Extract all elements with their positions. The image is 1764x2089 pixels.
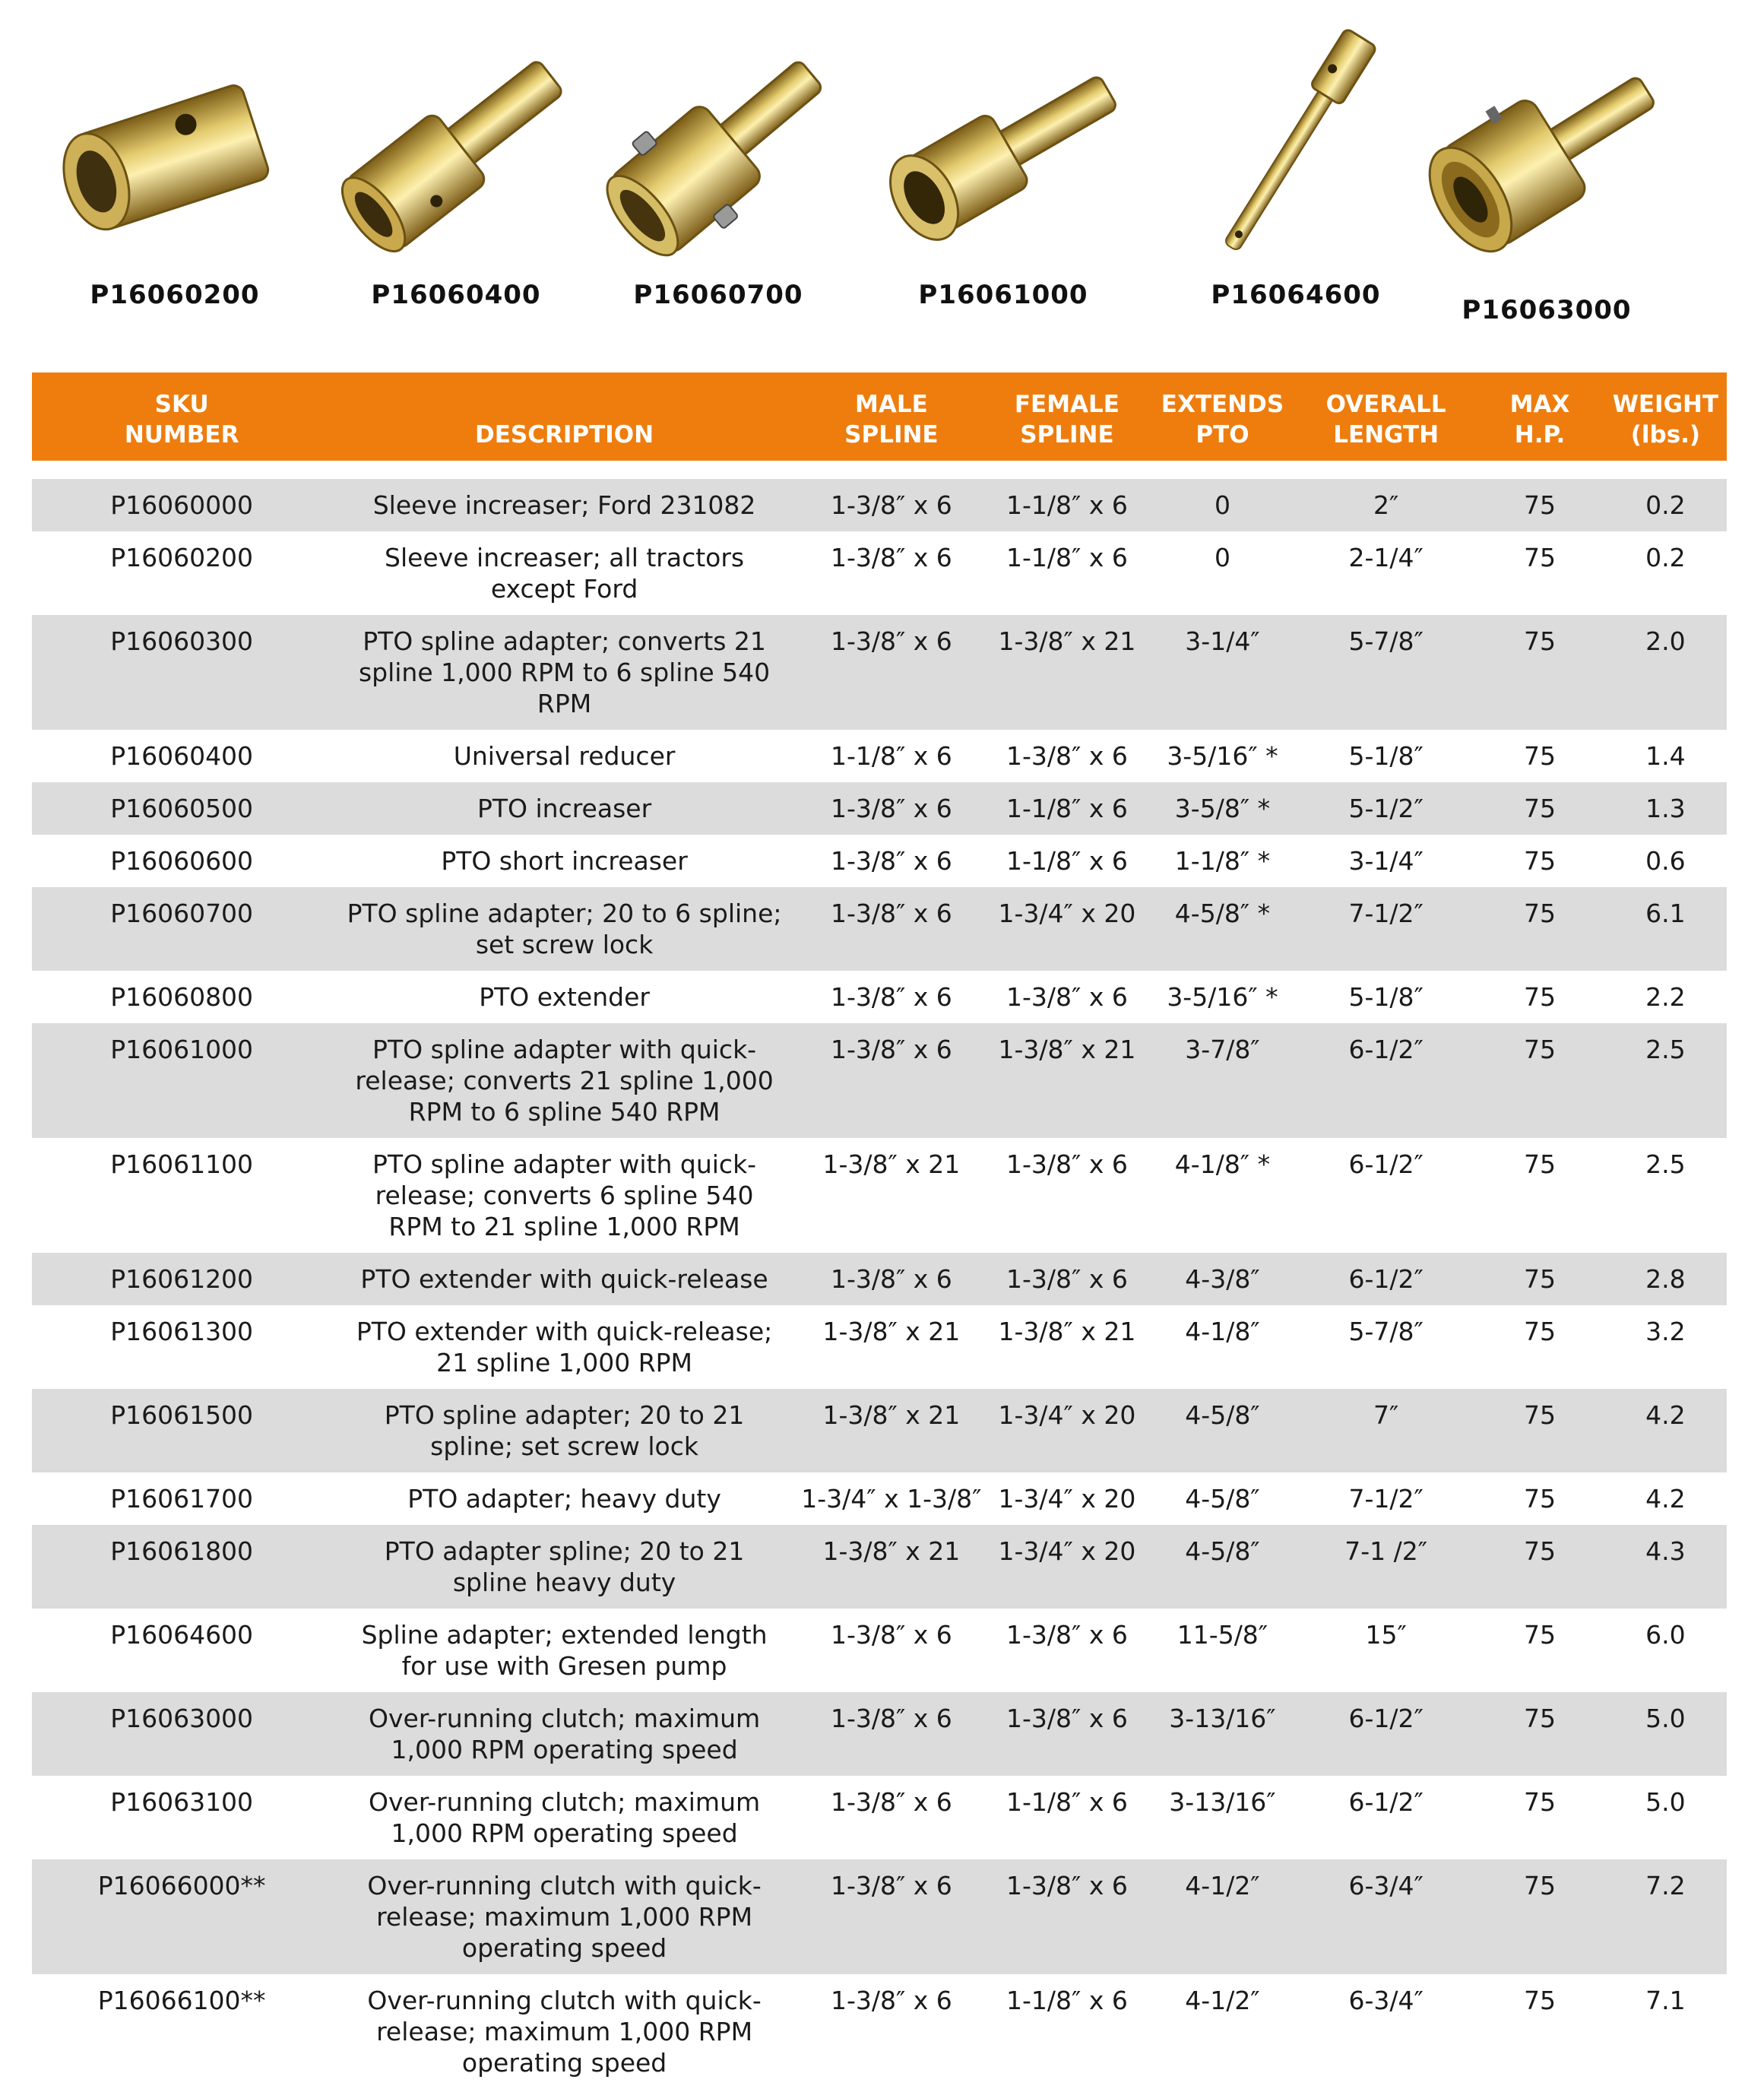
cell-max-hp: 75	[1475, 1692, 1604, 1776]
header-extends-pto: EXTENDS PTO	[1148, 372, 1297, 461]
cell-max-hp: 75	[1524, 1484, 1557, 1514]
cell-extends-pto: 4-1/2″	[1148, 1859, 1297, 1974]
cell-male-spline: 1-3/8″ x 21	[822, 1317, 961, 1346]
table-row	[32, 1023, 1727, 1138]
cell-description: PTO spline adapter with quick-release; converts 6 spline 540 RPM to 21 spline 1,000 RPM	[372, 1149, 757, 1241]
cell-overall-length: 5-1/8″	[1348, 741, 1424, 771]
cell-female-spline: 1-3/8″ x 21	[998, 1317, 1136, 1346]
cell-weight: 0.6	[1645, 846, 1686, 876]
extended-spline-adapter-image	[1159, 15, 1433, 274]
cell-description: Sleeve increaser; all tractors except Ford	[385, 543, 745, 604]
cell-female-spline: 1-3/8″ x 6	[1006, 1620, 1128, 1650]
cell-extends-pto: 3-1/4″	[1148, 615, 1297, 730]
cell-male-spline: 1-3/8″ x 6	[797, 1253, 986, 1305]
cell-sku: P16061700	[110, 1484, 254, 1514]
cell-weight: 4.3	[1604, 1525, 1727, 1609]
cell-male-spline: 1-3/8″ x 21	[822, 1149, 961, 1179]
cell-female-spline: 1-3/8″ x 6	[986, 1253, 1148, 1305]
table-row	[32, 1472, 1727, 1525]
cell-extends-pto: 11-5/8″	[1177, 1620, 1268, 1650]
cell-extends-pto: 4-1/8″	[1185, 1317, 1260, 1346]
cell-male-spline: 1-3/8″ x 6	[797, 1859, 986, 1974]
cell-female-spline: 1-1/8″ x 6	[1006, 543, 1128, 572]
cell-sku: P16066000**	[32, 1859, 331, 1974]
table-header	[32, 372, 1727, 461]
cell-weight: 1.4	[1645, 741, 1686, 771]
product-sku-label: P16061000	[918, 280, 1088, 310]
cell-sku: P16060400	[110, 741, 254, 771]
cell-sku: P16063000	[32, 1692, 331, 1776]
cell-description: Universal reducer	[453, 741, 676, 771]
header-sku: SKU NUMBER	[32, 372, 331, 461]
cell-overall-length: 7″	[1297, 1389, 1475, 1472]
cell-description: PTO increaser	[331, 782, 797, 835]
cell-max-hp: 75	[1475, 479, 1604, 531]
cell-max-hp: 75	[1524, 543, 1557, 572]
product-card	[1410, 0, 1683, 357]
cell-male-spline: 1-3/8″ x 6	[830, 1620, 952, 1650]
cell-description: PTO spline adapter with quick-release; converts 21 spline 1,000 RPM to 6 spline 540 RPM	[331, 1023, 797, 1138]
cell-description: Over-running clutch; maximum 1,000 RPM operating speed	[369, 1787, 761, 1848]
cell-female-spline: 1-1/8″ x 6	[1006, 846, 1128, 876]
product-card	[866, 0, 1140, 357]
cell-sku: P16066100**	[97, 1986, 266, 2015]
cell-max-hp: 75	[1524, 1620, 1557, 1650]
table-row	[32, 971, 1727, 1023]
cell-extends-pto: 0	[1148, 479, 1297, 531]
cell-male-spline: 1-3/8″ x 6	[797, 479, 986, 531]
cell-max-hp: 75	[1524, 1787, 1557, 1817]
cell-weight: 7.2	[1604, 1859, 1727, 1974]
cell-female-spline: 1-3/8″ x 6	[986, 1859, 1148, 1974]
table-row	[32, 1692, 1727, 1776]
cell-description: PTO extender with quick-release; 21 spline 1,000 RPM	[356, 1317, 773, 1377]
cell-male-spline: 1-1/8″ x 6	[830, 741, 952, 771]
product-sku-label: P16060400	[371, 280, 541, 310]
table-row	[32, 887, 1727, 971]
table-row	[32, 479, 1727, 531]
table-row	[32, 1974, 1727, 2089]
table-row	[32, 835, 1727, 887]
cell-description: PTO extender with quick-release	[331, 1253, 797, 1305]
cell-male-spline: 1-3/8″ x 6	[797, 887, 986, 971]
cell-description: PTO extender	[479, 982, 650, 1012]
cell-sku: P16064600	[110, 1620, 254, 1650]
cell-weight: 2.5	[1645, 1149, 1686, 1179]
cell-max-hp: 75	[1524, 1149, 1557, 1179]
cell-extends-pto: 3-5/16″ *	[1167, 982, 1278, 1012]
product-card	[319, 0, 593, 357]
cell-male-spline: 1-3/8″ x 6	[830, 1787, 952, 1817]
cell-weight: 3.2	[1645, 1317, 1686, 1346]
cell-male-spline: 1-3/8″ x 6	[830, 846, 952, 876]
header-weight: WEIGHT (lbs.)	[1604, 372, 1727, 461]
cell-max-hp: 75	[1475, 1859, 1604, 1974]
cell-extends-pto: 0	[1214, 543, 1230, 572]
product-sku-label: P16060700	[633, 280, 803, 310]
cell-sku: P16063100	[110, 1787, 254, 1817]
cell-female-spline: 1-3/8″ x 21	[986, 615, 1148, 730]
cell-male-spline: 1-3/8″ x 6	[797, 1023, 986, 1138]
cell-max-hp: 75	[1524, 1986, 1557, 2015]
cell-extends-pto: 4-3/8″	[1148, 1253, 1297, 1305]
cell-max-hp: 75	[1524, 846, 1557, 876]
header-description: DESCRIPTION	[331, 372, 797, 461]
cell-male-spline: 1-3/8″ x 6	[797, 615, 986, 730]
cell-female-spline: 1-3/8″ x 21	[986, 1023, 1148, 1138]
cell-overall-length: 5-7/8″	[1348, 1317, 1424, 1346]
table-row	[32, 1609, 1727, 1692]
cell-sku: P16060800	[110, 982, 254, 1012]
cell-max-hp: 75	[1475, 1023, 1604, 1138]
cell-male-spline: 1-3/8″ x 6	[830, 1986, 952, 2015]
cell-female-spline: 1-3/4″ x 20	[986, 1389, 1148, 1472]
cell-description: PTO spline adapter; 20 to 21 spline; set screw lock	[331, 1389, 797, 1472]
cell-sku: P16060500	[32, 782, 331, 835]
cell-overall-length: 5-7/8″	[1297, 615, 1475, 730]
cell-weight: 5.0	[1604, 1692, 1727, 1776]
cell-description: Over-running clutch with quick-release; maximum 1,000 RPM operating speed	[367, 1986, 762, 2078]
cell-female-spline: 1-3/8″ x 6	[1006, 1149, 1128, 1179]
cell-max-hp: 75	[1475, 887, 1604, 971]
cell-overall-length: 15″	[1365, 1620, 1407, 1650]
cell-overall-length: 6-1/2″	[1348, 1149, 1424, 1179]
universal-reducer-image	[319, 15, 593, 274]
cell-overall-length: 6-1/2″	[1348, 1787, 1424, 1817]
cell-extends-pto: 3-13/16″	[1148, 1692, 1297, 1776]
cell-max-hp: 75	[1475, 1253, 1604, 1305]
cell-male-spline: 1-3/8″ x 6	[797, 1692, 986, 1776]
cell-weight: 0.2	[1645, 543, 1686, 572]
cell-female-spline: 1-1/8″ x 6	[1006, 1787, 1128, 1817]
cell-weight: 0.2	[1604, 479, 1727, 531]
cell-extends-pto: 4-5/8″	[1148, 1525, 1297, 1609]
cell-extends-pto: 4-1/8″ *	[1174, 1149, 1271, 1179]
quick-release-adapter-image	[866, 15, 1140, 274]
cell-female-spline: 1-3/4″ x 20	[986, 887, 1148, 971]
product-sku-label: P16060200	[90, 280, 260, 310]
cell-female-spline: 1-3/8″ x 6	[1006, 982, 1128, 1012]
spline-adapter-set-screw-image	[581, 15, 855, 274]
cell-female-spline: 1-3/4″ x 20	[986, 1525, 1148, 1609]
cell-extends-pto: 3-5/8″ *	[1148, 782, 1297, 835]
cell-overall-length: 6-1/2″	[1297, 1692, 1475, 1776]
cell-max-hp: 75	[1475, 1525, 1604, 1609]
cell-sku: P16061200	[32, 1253, 331, 1305]
cell-female-spline: 1-3/8″ x 6	[1006, 741, 1128, 771]
cell-overall-length: 6-1/2″	[1297, 1023, 1475, 1138]
cell-overall-length: 6-1/2″	[1297, 1253, 1475, 1305]
cell-overall-length: 6-3/4″	[1348, 1986, 1424, 2015]
cell-description: PTO adapter; heavy duty	[407, 1484, 721, 1514]
cell-extends-pto: 4-5/8″ *	[1148, 887, 1297, 971]
cell-overall-length: 7-1/2″	[1348, 1484, 1424, 1514]
table-row	[32, 1305, 1727, 1389]
header-max-hp: MAX H.P.	[1475, 372, 1604, 461]
cell-description: Over-running clutch with quick-release; maximum 1,000 RPM operating speed	[331, 1859, 797, 1974]
cell-sku: P16061800	[32, 1525, 331, 1609]
cell-sku: P16060700	[32, 887, 331, 971]
cell-weight: 2.8	[1604, 1253, 1727, 1305]
table-row	[32, 531, 1727, 615]
product-sku-label: P16064600	[1211, 280, 1381, 310]
cell-female-spline: 1-1/8″ x 6	[1006, 1986, 1128, 2015]
product-card	[1159, 0, 1433, 357]
cell-weight: 2.5	[1604, 1023, 1727, 1138]
sleeve-increaser-image	[38, 15, 312, 274]
cell-sku: P16060200	[110, 543, 254, 572]
table-row	[32, 1776, 1727, 1859]
cell-max-hp: 75	[1524, 982, 1557, 1012]
product-card	[581, 0, 855, 357]
cell-description: Over-running clutch; maximum 1,000 RPM operating speed	[331, 1692, 797, 1776]
cell-max-hp: 75	[1475, 615, 1604, 730]
cell-weight: 6.0	[1645, 1620, 1686, 1650]
cell-sku: P16061500	[32, 1389, 331, 1472]
cell-overall-length: 7-1/2″	[1297, 887, 1475, 971]
cell-male-spline: 1-3/8″ x 6	[830, 543, 952, 572]
cell-description: PTO spline adapter; 20 to 6 spline; set screw lock	[331, 887, 797, 971]
cell-description: Spline adapter; extended length for use with Gresen pump	[361, 1620, 768, 1681]
header-overall-length: OVERALL LENGTH	[1297, 372, 1475, 461]
cell-sku: P16061100	[110, 1149, 254, 1179]
table-row	[32, 615, 1727, 730]
cell-female-spline: 1-1/8″ x 6	[986, 782, 1148, 835]
cell-extends-pto: 3-7/8″	[1148, 1023, 1297, 1138]
table-row	[32, 782, 1727, 835]
product-sku-label: P16063000	[1462, 295, 1632, 325]
cell-weight: 4.2	[1645, 1484, 1686, 1514]
over-running-clutch-image	[1410, 15, 1683, 274]
cell-extends-pto: 4-5/8″	[1148, 1389, 1297, 1472]
cell-female-spline: 1-3/8″ x 6	[986, 1692, 1148, 1776]
cell-description: PTO short increaser	[441, 846, 688, 876]
cell-overall-length: 3-1/4″	[1348, 846, 1424, 876]
cell-weight: 5.0	[1645, 1787, 1686, 1817]
cell-max-hp: 75	[1524, 741, 1557, 771]
cell-female-spline: 1-1/8″ x 6	[986, 479, 1148, 531]
table-row	[32, 1253, 1727, 1305]
cell-sku: P16060300	[32, 615, 331, 730]
cell-overall-length: 7-1 /2″	[1297, 1525, 1475, 1609]
cell-sku: P16060600	[110, 846, 254, 876]
product-card	[38, 0, 312, 357]
table-row	[32, 1859, 1727, 1974]
cell-overall-length: 2-1/4″	[1348, 543, 1424, 572]
cell-extends-pto: 4-1/2″	[1185, 1986, 1260, 2015]
header-male-spline: MALE SPLINE	[797, 372, 986, 461]
cell-male-spline: 1-3/4″ x 1-3/8″	[801, 1484, 982, 1514]
spec-table	[32, 372, 1727, 2089]
cell-weight: 2.0	[1604, 615, 1727, 730]
cell-extends-pto: 3-5/16″ *	[1167, 741, 1278, 771]
cell-male-spline: 1-3/8″ x 6	[797, 782, 986, 835]
cell-overall-length: 6-3/4″	[1297, 1859, 1475, 1974]
cell-description: PTO spline adapter; converts 21 spline 1,000 RPM to 6 spline 540 RPM	[331, 615, 797, 730]
cell-overall-length: 5-1/8″	[1348, 982, 1424, 1012]
cell-overall-length: 2″	[1297, 479, 1475, 531]
table-row	[32, 1138, 1727, 1253]
cell-female-spline: 1-3/4″ x 20	[998, 1484, 1136, 1514]
cell-sku: P16061000	[32, 1023, 331, 1138]
cell-weight: 7.1	[1645, 1986, 1686, 2015]
product-strip	[0, 0, 1764, 357]
cell-male-spline: 1-3/8″ x 21	[797, 1525, 986, 1609]
cell-overall-length: 5-1/2″	[1297, 782, 1475, 835]
cell-extends-pto: 4-5/8″	[1185, 1484, 1260, 1514]
cell-description: PTO adapter spline; 20 to 21 spline heavy duty	[331, 1525, 797, 1609]
cell-male-spline: 1-3/8″ x 21	[797, 1389, 986, 1472]
cell-extends-pto: 3-13/16″	[1169, 1787, 1276, 1817]
table-row	[32, 1389, 1727, 1472]
table-row	[32, 730, 1727, 782]
cell-weight: 1.3	[1604, 782, 1727, 835]
cell-weight: 6.1	[1604, 887, 1727, 971]
table-row	[32, 1525, 1727, 1609]
cell-extends-pto: 1-1/8″ *	[1174, 846, 1271, 876]
cell-weight: 4.2	[1604, 1389, 1727, 1472]
cell-sku: P16061300	[110, 1317, 254, 1346]
cell-weight: 2.2	[1645, 982, 1686, 1012]
cell-sku: P16060000	[32, 479, 331, 531]
cell-max-hp: 75	[1475, 782, 1604, 835]
header-female-spline: FEMALE SPLINE	[986, 372, 1148, 461]
cell-max-hp: 75	[1524, 1317, 1557, 1346]
cell-description: Sleeve increaser; Ford 231082	[331, 479, 797, 531]
cell-male-spline: 1-3/8″ x 6	[830, 982, 952, 1012]
cell-max-hp: 75	[1475, 1389, 1604, 1472]
